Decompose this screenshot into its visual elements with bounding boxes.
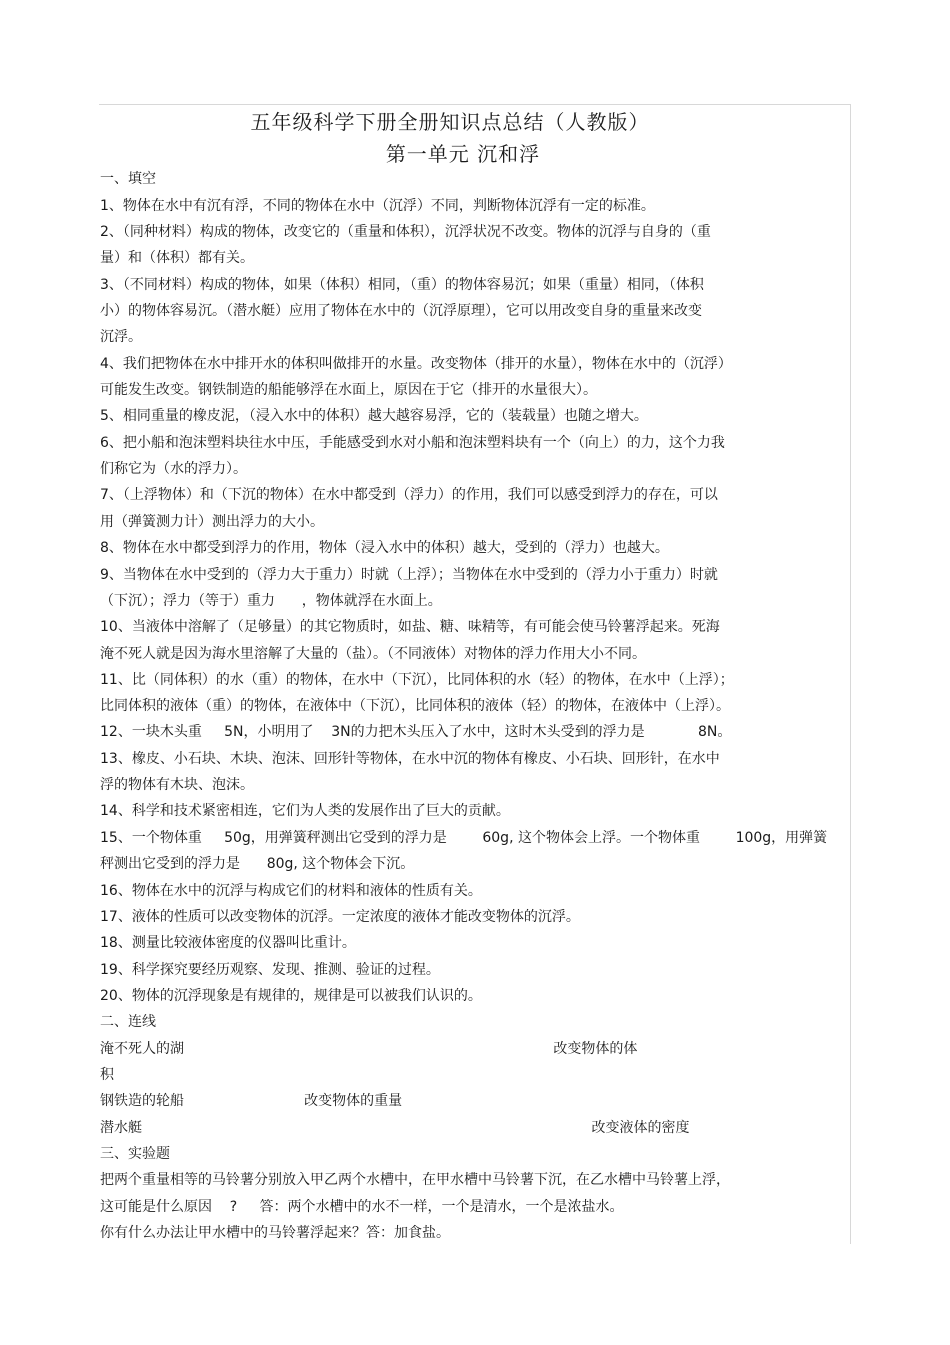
text-line: 3、（不同材料）构成的物体，如果（体积）相同，（重）的物体容易沉；如果（重量）相同，（体积 [100, 277, 704, 293]
text-line: 17、液体的性质可以改变物体的沉浮。一定浓度的液体才能改变物体的沉浮。 [100, 909, 580, 925]
matching-row: 淹不死人的湖 改变物体的体 [100, 1041, 638, 1057]
text-line: 小）的物体容易沉。（潜水艇）应用了物体在水中的（沉浮原理），它可以用改变自身的重量来改变 [100, 303, 702, 319]
text-line: 6、把小船和泡沫塑料块往水中压，手能感受到水对小船和泡沫塑料块有一个（向上）的力，这个力我 [100, 435, 725, 451]
text-line: 浮的物体有木块、泡沫。 [100, 777, 254, 793]
text-line: 你有什么办法让甲水槽中的马铃薯浮起来？答：加食盐。 [100, 1225, 450, 1241]
text-line: 12、一块木头重 5N，小明用了 3N的力把木头压入了水中，这时木头受到的浮力是 8N。 [100, 724, 732, 740]
text-line: 沉浮。 [100, 329, 142, 345]
text-line: 量）和（体积）都有关。 [100, 250, 254, 266]
text-line: 18、测量比较液体密度的仪器叫比重计。 [100, 935, 356, 951]
text-line: 20、物体的沉浮现象是有规律的，规律是可以被我们认识的。 [100, 988, 482, 1004]
text-line: 1、物体在水中有沉有浮，不同的物体在水中（沉浮）不同，判断物体沉浮有一定的标准。 [100, 198, 655, 214]
text-line: 15、一个物体重 50g，用弹簧秤测出它受到的浮力是 60g, 这个物体会上浮。一个物体重 100g，用弹簧 [100, 830, 828, 846]
text-line: 用（弹簧测力计）测出浮力的大小。 [100, 514, 324, 530]
text-line: 19、科学探究要经历观察、发现、推测、验证的过程。 [100, 962, 440, 978]
text-line: 16、物体在水中的沉浮与构成它们的材料和液体的性质有关。 [100, 883, 482, 899]
matching-row: 钢铁造的轮船 改变物体的重量 [100, 1093, 403, 1109]
text-line: 把两个重量相等的马铃薯分别放入甲乙两个水槽中，在甲水槽中马铃薯下沉，在乙水槽中马铃薯上浮， [100, 1172, 730, 1188]
matching-row: 潜水艇 改变液体的密度 [100, 1120, 690, 1136]
text-line: 们称它为（水的浮力）。 [100, 461, 247, 477]
text-line: 8、物体在水中都受到浮力的作用，物体（浸入水中的体积）越大，受到的（浮力）也越大。 [100, 540, 669, 556]
text-line: 淹不死人就是因为海水里溶解了大量的（盐）。（不同液体）对物体的浮力作用大小不同。 [100, 646, 646, 662]
section-heading-experiment: 三、实验题 [100, 1146, 170, 1162]
matching-row: 积 [100, 1067, 114, 1083]
text-line: 10、当液体中溶解了（足够量）的其它物质时，如盐、糖、味精等，有可能会使马铃薯浮起来。死海 [100, 619, 720, 635]
text-line: 秤测出它受到的浮力是 80g, 这个物体会下沉。 [100, 856, 415, 872]
text-line: 13、橡皮、小石块、木块、泡沫、回形针等物体，在水中沉的物体有橡皮、小石块、回形针，在水中 [100, 751, 720, 767]
text-line: 2、（同种材料）构成的物体，改变它的（重量和体积），沉浮状况不改变。物体的沉浮与自身的（重 [100, 224, 711, 240]
section-heading-fill-blank: 一、填空 [100, 171, 156, 187]
text-line: 9、当物体在水中受到的（浮力大于重力）时就（上浮）；当物体在水中受到的（浮力小于重力）时就 [100, 567, 718, 583]
text-line: （下沉）；浮力（等于）重力 ，物体就浮在水面上。 [100, 593, 442, 609]
text-line: 5、相同重量的橡皮泥，（浸入水中的体积）越大越容易浮，它的（装载量）也随之增大。 [100, 408, 648, 424]
text-line: 4、我们把物体在水中排开水的体积叫做排开的水量。改变物体（排开的水量），物体在水中的（沉浮） [100, 356, 732, 372]
text-line: 14、科学和技术紧密相连，它们为人类的发展作出了巨大的贡献。 [100, 803, 510, 819]
unit-title: 第一单元 沉和浮 [385, 142, 541, 166]
page-title: 五年级科学下册全册知识点总结（人教版） [250, 110, 650, 134]
text-line: 7、（上浮物体）和（下沉的物体）在水中都受到（浮力）的作用，我们可以感受到浮力的存在，可以 [100, 487, 718, 503]
text-line: 可能发生改变。钢铁制造的船能够浮在水面上，原因在于它（排开的水量很大）。 [100, 382, 597, 398]
text-line: 比同体积的液体（重）的物体，在液体中（下沉），比同体积的液体（轻）的物体，在液体中（上浮）。 [100, 698, 730, 714]
text-line: 11、比（同体积）的水（重）的物体，在水中（下沉），比同体积的水（轻）的物体，在水中（上浮）； [100, 672, 734, 688]
text-line: 这可能是什么原因 ? 答：两个水槽中的水不一样，一个是清水，一个是浓盐水。 [100, 1199, 624, 1215]
section-heading-matching: 二、连线 [100, 1014, 156, 1030]
